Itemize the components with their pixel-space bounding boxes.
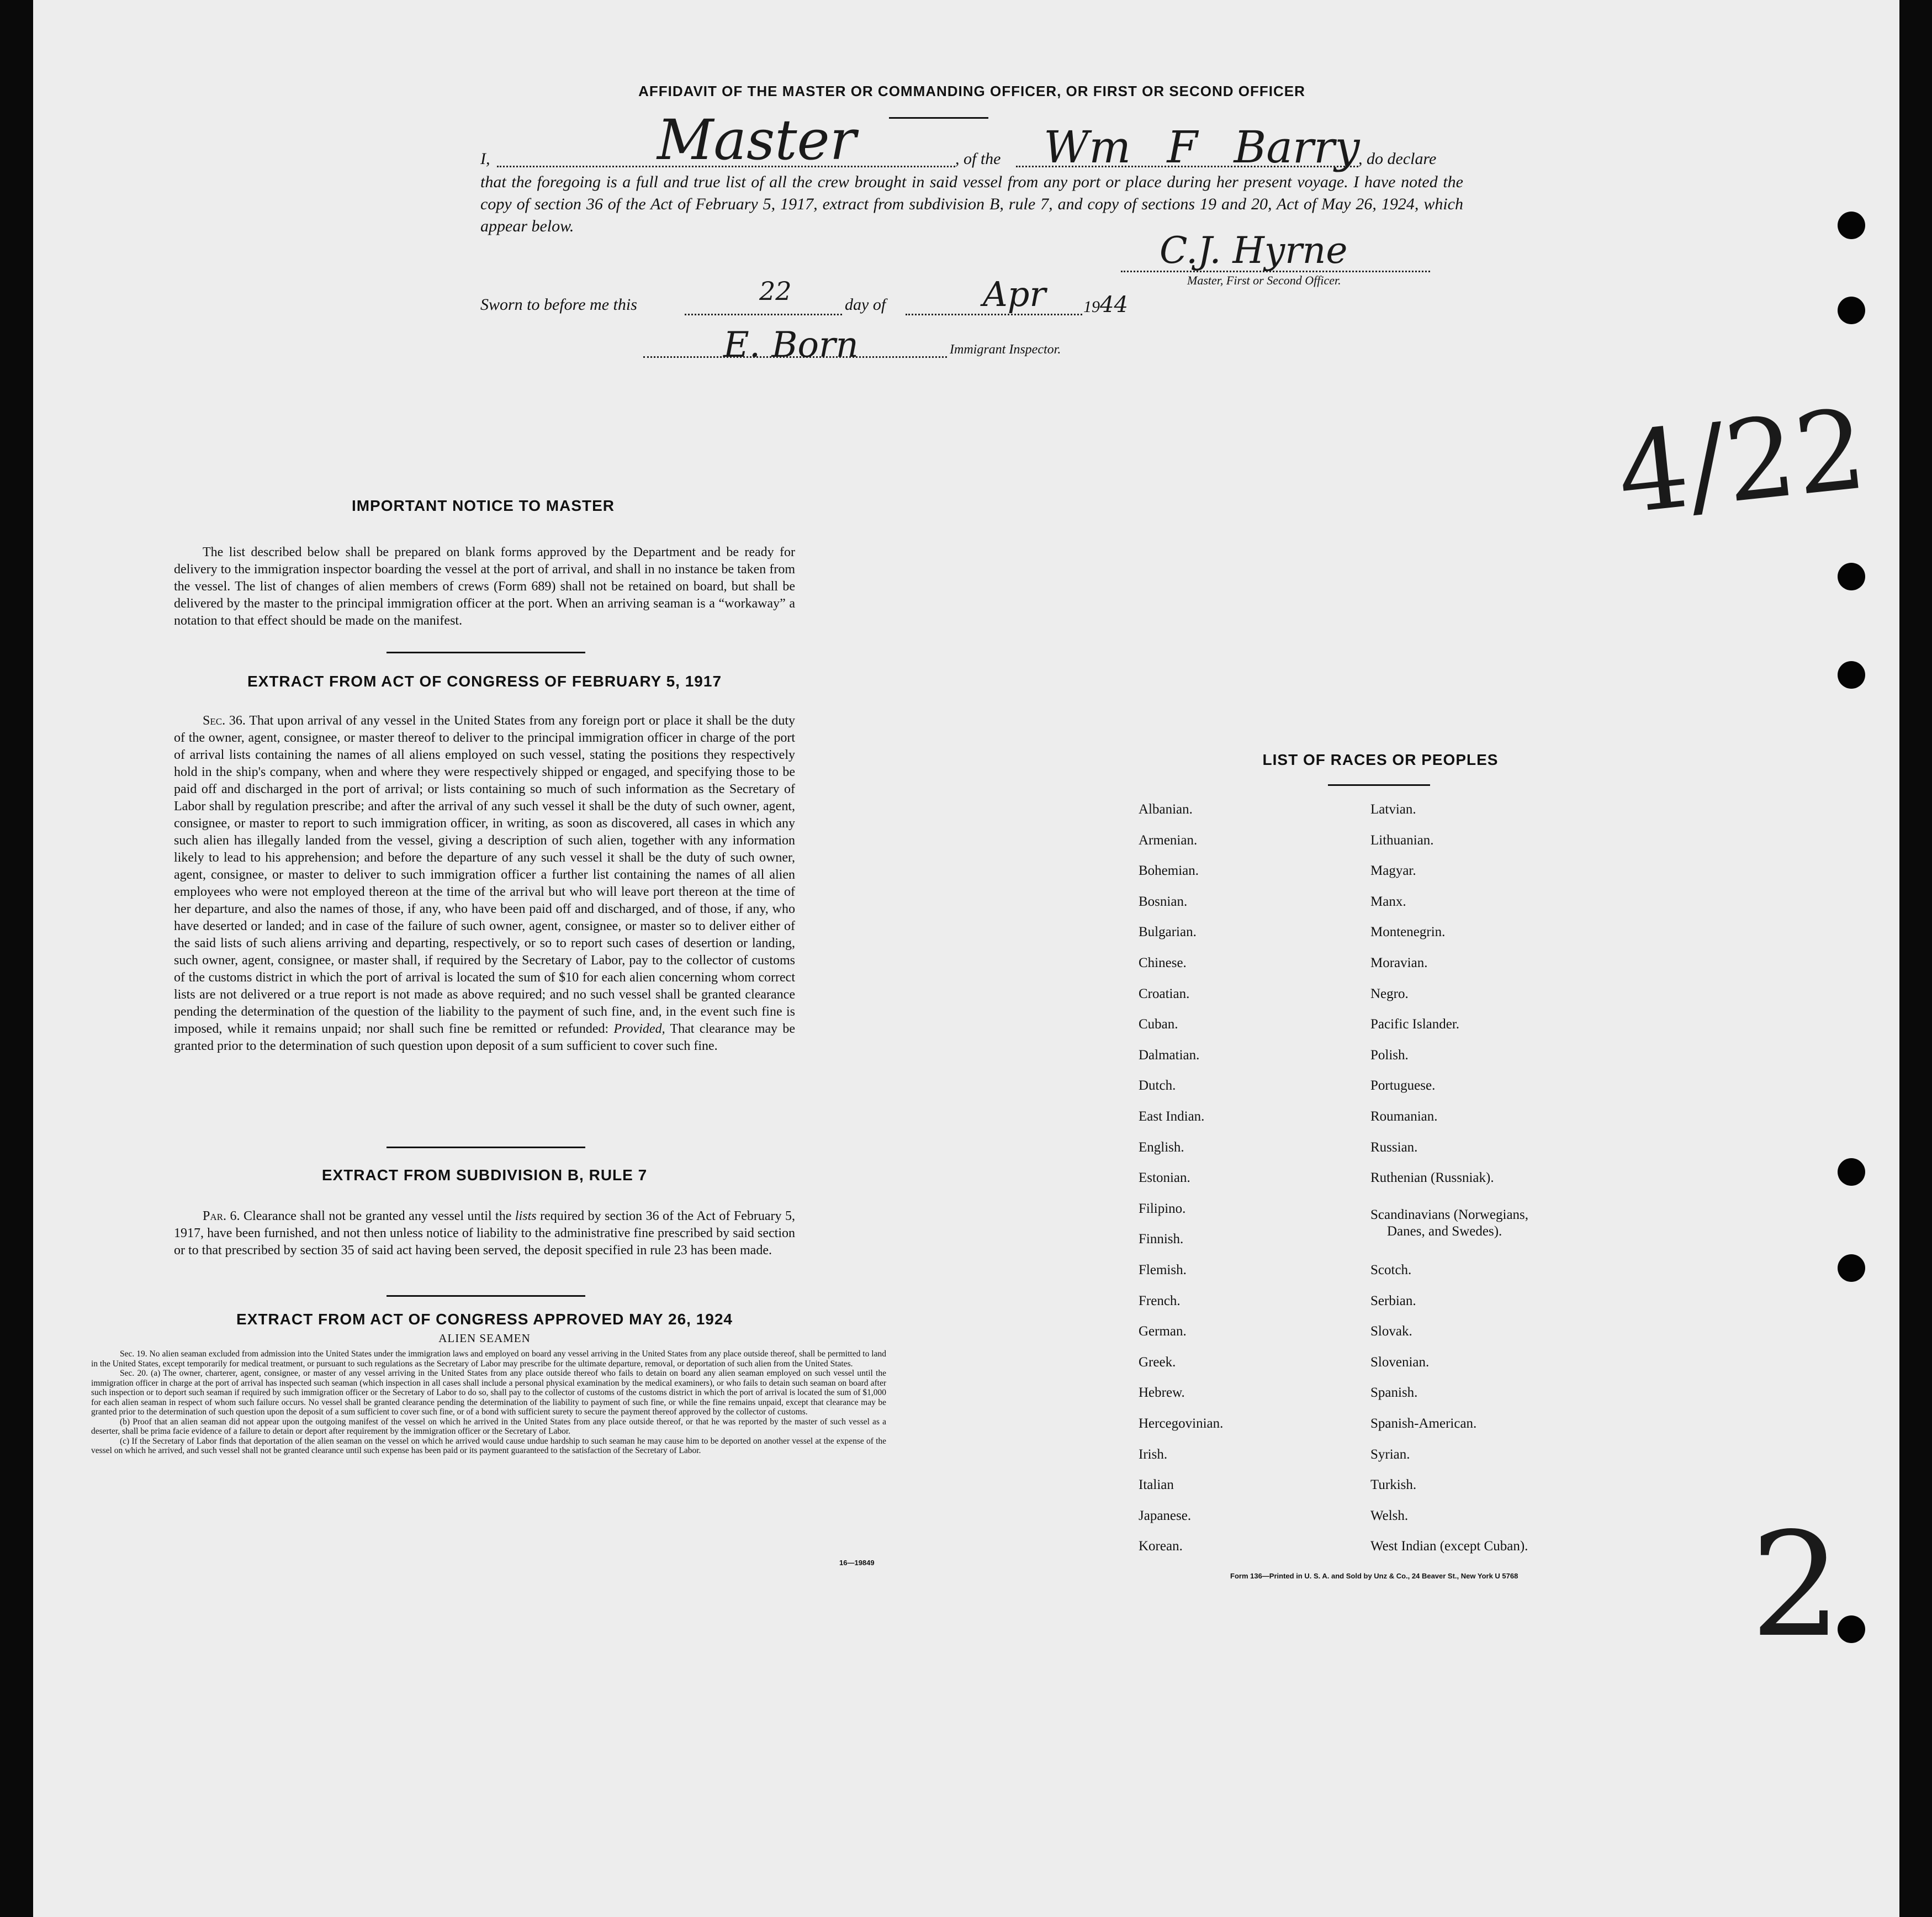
extract-1924-text <box>91 1349 886 1456</box>
race-item: Croatian. <box>1139 986 1190 1001</box>
binder-hole <box>1838 1158 1865 1186</box>
sworn-day: 22 <box>759 276 792 306</box>
race-item: Manx. <box>1370 894 1406 909</box>
race-item: Korean. <box>1139 1539 1183 1554</box>
form-code: 16—19849 <box>839 1559 875 1567</box>
binder-hole <box>1838 1254 1865 1282</box>
corner-mark: 2 <box>1750 1502 1842 1669</box>
par6-lists: lists <box>515 1209 537 1223</box>
inspector-label: Immigrant Inspector. <box>950 342 1061 357</box>
notice-title: IMPORTANT NOTICE TO MASTER <box>351 497 615 514</box>
binder-hole <box>1838 563 1865 590</box>
year-prefix <box>1083 294 1128 318</box>
section-rule <box>387 1147 585 1148</box>
race-item: Flemish. <box>1139 1263 1187 1277</box>
race-item: Negro. <box>1370 986 1409 1001</box>
race-item: East Indian. <box>1139 1109 1205 1124</box>
notice-text: The list described below shall be prepared on blank forms approved by the Department and be ready for delivery to the immigration inspector boarding the vessel at the port of arrival, and shall in no instance be taken from the vessel. The list of changes of alien members of crews (Form 689) shall not be retained on board, but shall be delivered by the master to the principal immigration officer at the port. When an arriving seaman is a “workaway” a notation to that effect should be made on the manifest. <box>174 545 795 628</box>
officer-label: Master, First or Second Officer. <box>1187 273 1341 287</box>
race-item: Danes, and Swedes). <box>1387 1224 1502 1239</box>
race-item: Serbian. <box>1370 1293 1416 1308</box>
race-item: Armenian. <box>1139 833 1198 848</box>
race-item: Spanish-American. <box>1370 1416 1477 1431</box>
race-item: Chinese. <box>1139 955 1187 970</box>
day-blank <box>685 314 842 315</box>
race-item: Russian. <box>1370 1140 1418 1155</box>
rule7-title: EXTRACT FROM SUBDIVISION B, RULE 7 <box>321 1166 648 1184</box>
binder-hole <box>1838 297 1865 324</box>
race-item: Slovak. <box>1370 1324 1412 1339</box>
proviso-label: Provided, <box>613 1022 665 1036</box>
printer-footer: Form 136—Printed in U. S. A. and Sold by Unz & Co., 24 Beaver St., New York U 5768 <box>1230 1572 1518 1580</box>
binder-hole <box>1838 661 1865 689</box>
binder-hole <box>1838 1615 1865 1643</box>
races-title: LIST OF RACES OR PEOPLES <box>1262 751 1499 768</box>
race-item: Scandinavians (Norwegians, <box>1370 1207 1529 1222</box>
sec36-text: That upon arrival of any vessel in the United States from any foreign port or place it shall be the duty of the owner, agent, consignee, or master thereof to deliver to the principal immigration officer in charge of the port of arrival lists containing the names of all aliens employed on such vessel, stating the positions they respectively hold in the ship's company, when and where they were respectively shipped or engaged, and specifying those to be paid off and discharged in the port of arrival; or lists containing so much of such information as the Secretary of Labor shall by regulation prescribe; and after the arrival of any such vessel it shall be the duty of such owner, agent, consignee, or master to report to such immigration officer, in writing, as soon as discovered, all cases in which any such alien has illegally landed from the vessel, giving a description of such alien, together with any information likely to lead to his apprehension; and before the departure of any such vessel it shall be the duty of such owner, agent, consignee, or master to deliver to such immigration officer a further list containing the names of all alien employees who were not employed thereon at the time of the arrival but who will leave port thereon at the time of her departure, and also the names of those, if any, who have been paid off and discharged, and of those, if any, who have deserted or landed; and in case of the failure of such owner, agent, consignee, or master so to deliver either of the said lists of such aliens arriving and departing, respectively, or so to report such cases of desertion or landing, such owner, agent, consignee, or master shall, if required by the Secretary of Labor, pay to the collector of customs of the customs district in which the port of arrival is located the sum of $10 for each alien concerning whom correct lists are not delivered or a true report is not made as above required; and no such vessel shall be granted clearance pending the determination of the question of the liability to the payment of such fine, and, in the event such fine is imposed, while it remains unpaid; nor shall such fine be remitted or refunded: <box>174 714 795 1036</box>
signature-blank <box>1121 271 1430 272</box>
race-item: Finnish. <box>1139 1232 1184 1247</box>
race-item: Hercegovinian. <box>1139 1416 1224 1431</box>
race-item: Latvian. <box>1370 802 1416 817</box>
race-item: Slovenian. <box>1370 1355 1430 1370</box>
race-item: Hebrew. <box>1139 1385 1185 1400</box>
affidavit-body: that the foregoing is a full and true list of all the crew brought in said vessel from any port or place during her present voyage. I have noted the copy of section 36 of the Act of February 5, 1917, extract from subdivision B, rule 7, and copy of sections 19 and 20, Act of May 26, 1924, which appear below. <box>480 173 1463 235</box>
race-item: Roumanian. <box>1370 1109 1438 1124</box>
rule7-text <box>174 1208 795 1259</box>
par6-label: Par. 6. <box>203 1209 240 1223</box>
race-item: Cuban. <box>1139 1017 1178 1032</box>
race-item: Estonian. <box>1139 1170 1190 1185</box>
margin-date-note: 4/22 <box>1612 385 1872 539</box>
race-item: Syrian. <box>1370 1447 1410 1462</box>
race-item: Portuguese. <box>1370 1078 1436 1093</box>
par6-text-b: required by section 36 of the Act of February 5, 1917, have been furnished, and not then unless notice of liability to the administrative fine prescribed by said section or to that prescribed by section 35 of said act having been served, the deposit specified in rule 23 has been made. <box>174 1209 796 1258</box>
affidavit-i-label: I, <box>480 150 490 168</box>
race-item: Irish. <box>1139 1447 1168 1462</box>
alien-seamen-subtitle: ALIEN SEAMEN <box>438 1332 531 1345</box>
sec36-label: Sec. 36. <box>203 714 246 728</box>
race-item: Scotch. <box>1370 1263 1412 1277</box>
race-item: German. <box>1139 1324 1187 1339</box>
year-prefix-text: 19 <box>1083 298 1100 316</box>
binder-hole <box>1838 212 1865 239</box>
filled-vessel: Wm F Barry <box>1044 122 1360 173</box>
sworn-label: Sworn to before me this <box>480 295 637 314</box>
race-item: Dalmatian. <box>1139 1048 1200 1063</box>
race-item: Bosnian. <box>1139 894 1188 909</box>
race-item: Dutch. <box>1139 1078 1176 1093</box>
race-item: Bulgarian. <box>1139 925 1197 939</box>
extract-1917-title: EXTRACT FROM ACT OF CONGRESS OF FEBRUARY 5, 1917 <box>247 673 722 690</box>
proviso-text: That clearance may be granted prior to the determination of such question upon deposit of a sum sufficient to cover such fine. <box>174 1022 796 1053</box>
sec19-text: Sec. 19. No alien seaman excluded from admission into the United States under the immigration laws and employed on board any vessel arriving in the United States from any place outside thereof, shall be permitted to land in the United States, except temporarily for medical treatment, or pursuant to such regulations as the Secretary of Labor may prescribe for the ultimate departure, removal, or deportation of such alien from the United States. <box>91 1349 886 1369</box>
race-item: Ruthenian (Russniak). <box>1370 1170 1494 1185</box>
race-item: West Indian (except Cuban). <box>1370 1539 1528 1554</box>
race-item: French. <box>1139 1293 1181 1308</box>
race-item: Spanish. <box>1370 1385 1418 1400</box>
race-item: Japanese. <box>1139 1508 1192 1523</box>
sec20a-text: Sec. 20. (a) The owner, charterer, agent, consignee, or master of any vessel arriving in the United States from any place outside thereof who fails to detain on board any alien seaman employed on such vessel until the immigration officer in charge at the port of arrival has inspected such seaman (which inspection in all cases shall include a personal physical examination by the medical examiners), or who fails to detain such seaman on board after such inspection or to deport such seaman if required by such immigration officer or the Secretary of Labor to do so, shall pay to the collector of customs of the customs district in which the port of arrival is located the sum of $1,000 for each alien seaman in respect of whom such failure occurs. No vessel shall be granted clearance pending the determination of the liability to payment of such fine, or while the fine remains unpaid, except that clearance may be granted prior to the determination of such question upon the deposit of a sum sufficient to cover such fine, or of a bond with sufficient surety to secure the payment thereof approved by the collector of customs. <box>91 1369 886 1417</box>
race-item: Turkish. <box>1370 1477 1417 1492</box>
title-rule <box>889 117 988 119</box>
section-rule <box>387 652 585 653</box>
race-item: Montenegrin. <box>1370 925 1446 939</box>
affidavit-title: AFFIDAVIT OF THE MASTER OR COMMANDING OFFICER, OR FIRST OR SECOND OFFICER <box>638 83 1305 99</box>
race-item: Magyar. <box>1370 863 1416 878</box>
race-item: Bohemian. <box>1139 863 1199 878</box>
race-item: Greek. <box>1139 1355 1176 1370</box>
race-item: Italian <box>1139 1477 1174 1492</box>
extract-1924-title: EXTRACT FROM ACT OF CONGRESS APPROVED MAY 26, 1924 <box>236 1311 733 1328</box>
do-declare-label: , do declare <box>1358 150 1437 168</box>
race-item: Filipino. <box>1139 1201 1186 1216</box>
day-of-label: day of <box>845 295 886 314</box>
sec20b-text: (b) Proof that an alien seaman did not appear upon the outgoing manifest of the vessel on which he arrived in the United States from any place outside thereof, or that he was reported by the master of such vessel as a deserter, shall be prima facie evidence of a failure to detain or deport after requirement by the immigration officer or the Secretary of Labor. <box>91 1417 886 1436</box>
race-item: Moravian. <box>1370 955 1428 970</box>
race-item: Welsh. <box>1370 1508 1409 1523</box>
par6-text-a: Clearance shall not be granted any vessel until the <box>244 1209 512 1223</box>
extract-1917-text <box>174 712 795 1055</box>
races-rule <box>1328 784 1430 786</box>
race-item: Polish. <box>1370 1048 1409 1063</box>
race-item: English. <box>1139 1140 1184 1155</box>
filled-name: Master <box>657 108 856 172</box>
race-item: Albanian. <box>1139 802 1193 817</box>
inspector-signature: E. Born <box>723 325 859 366</box>
sec20c-text: (c) If the Secretary of Labor finds that deportation of the alien seaman on the vessel on which he arrived would cause undue hardship to such seaman he may cause him to be deported on another vessel at the expense of the vessel on which he arrived, and such vessel shall not be granted clearance until such expense has been paid or its payment guaranteed to the satisfaction of the Secretary of Labor. <box>91 1436 886 1455</box>
master-signature: C.J. Hyrne <box>1160 229 1348 272</box>
race-item: Lithuanian. <box>1370 833 1434 848</box>
race-item: Pacific Islander. <box>1370 1017 1460 1032</box>
section-rule <box>387 1295 585 1297</box>
sworn-month: Apr <box>983 274 1046 314</box>
sworn-year: 44 <box>1100 292 1128 318</box>
of-the-label: , of the <box>955 150 1001 168</box>
